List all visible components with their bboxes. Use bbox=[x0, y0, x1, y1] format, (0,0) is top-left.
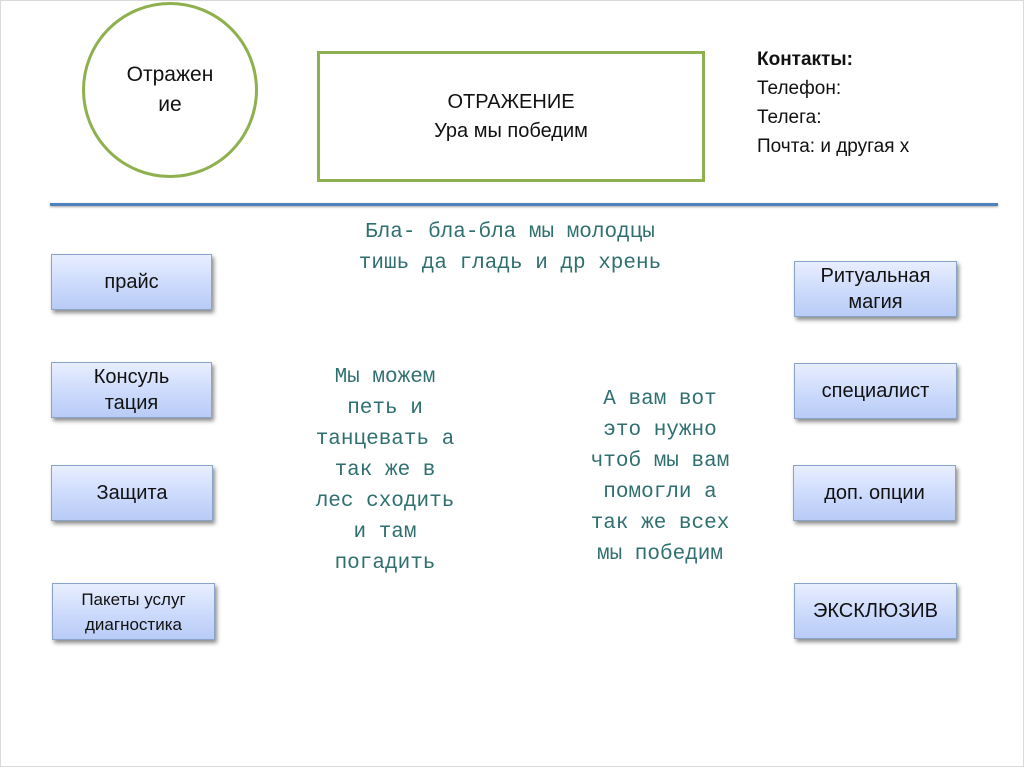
protection-button[interactable]: Защита bbox=[51, 465, 213, 521]
contacts-phone: Телефон: bbox=[757, 78, 842, 99]
consultation-button[interactable]: Консуль тация bbox=[51, 362, 212, 418]
contacts-telegram: Телега: bbox=[757, 107, 822, 128]
ritual-magic-button[interactable]: Ритуальная магия bbox=[794, 261, 957, 317]
header-divider bbox=[50, 203, 998, 206]
price-button[interactable]: прайс bbox=[51, 254, 212, 310]
logo-circle bbox=[82, 2, 258, 178]
tagline-text: Бла- бла-бла мы молодцы тишь да гладь и др хрень bbox=[358, 221, 662, 275]
right-description: А вам вот это нужно чтоб мы вам помогли а так же всех мы победим bbox=[590, 388, 730, 566]
specialist-button[interactable]: специалист bbox=[794, 363, 957, 419]
packages-diagnostics-button[interactable]: Пакеты услуг диагностика bbox=[52, 583, 215, 640]
title-box bbox=[317, 51, 705, 182]
extra-options-button[interactable]: доп. опции bbox=[793, 465, 956, 521]
contacts-heading: Контакты: bbox=[757, 49, 853, 70]
contacts-block bbox=[757, 45, 1017, 161]
contacts-mail: Почта: и другая х bbox=[757, 136, 910, 157]
left-description: Мы можем петь и танцевать а так же в лес сходить и там погадить bbox=[315, 366, 455, 575]
page-subtitle: Ура мы победим bbox=[434, 119, 588, 142]
exclusive-button[interactable]: ЭКСКЛЮЗИВ bbox=[794, 583, 957, 639]
logo-text: Отражен ие bbox=[126, 63, 214, 116]
page-title: ОТРАЖЕНИЕ bbox=[447, 90, 575, 113]
